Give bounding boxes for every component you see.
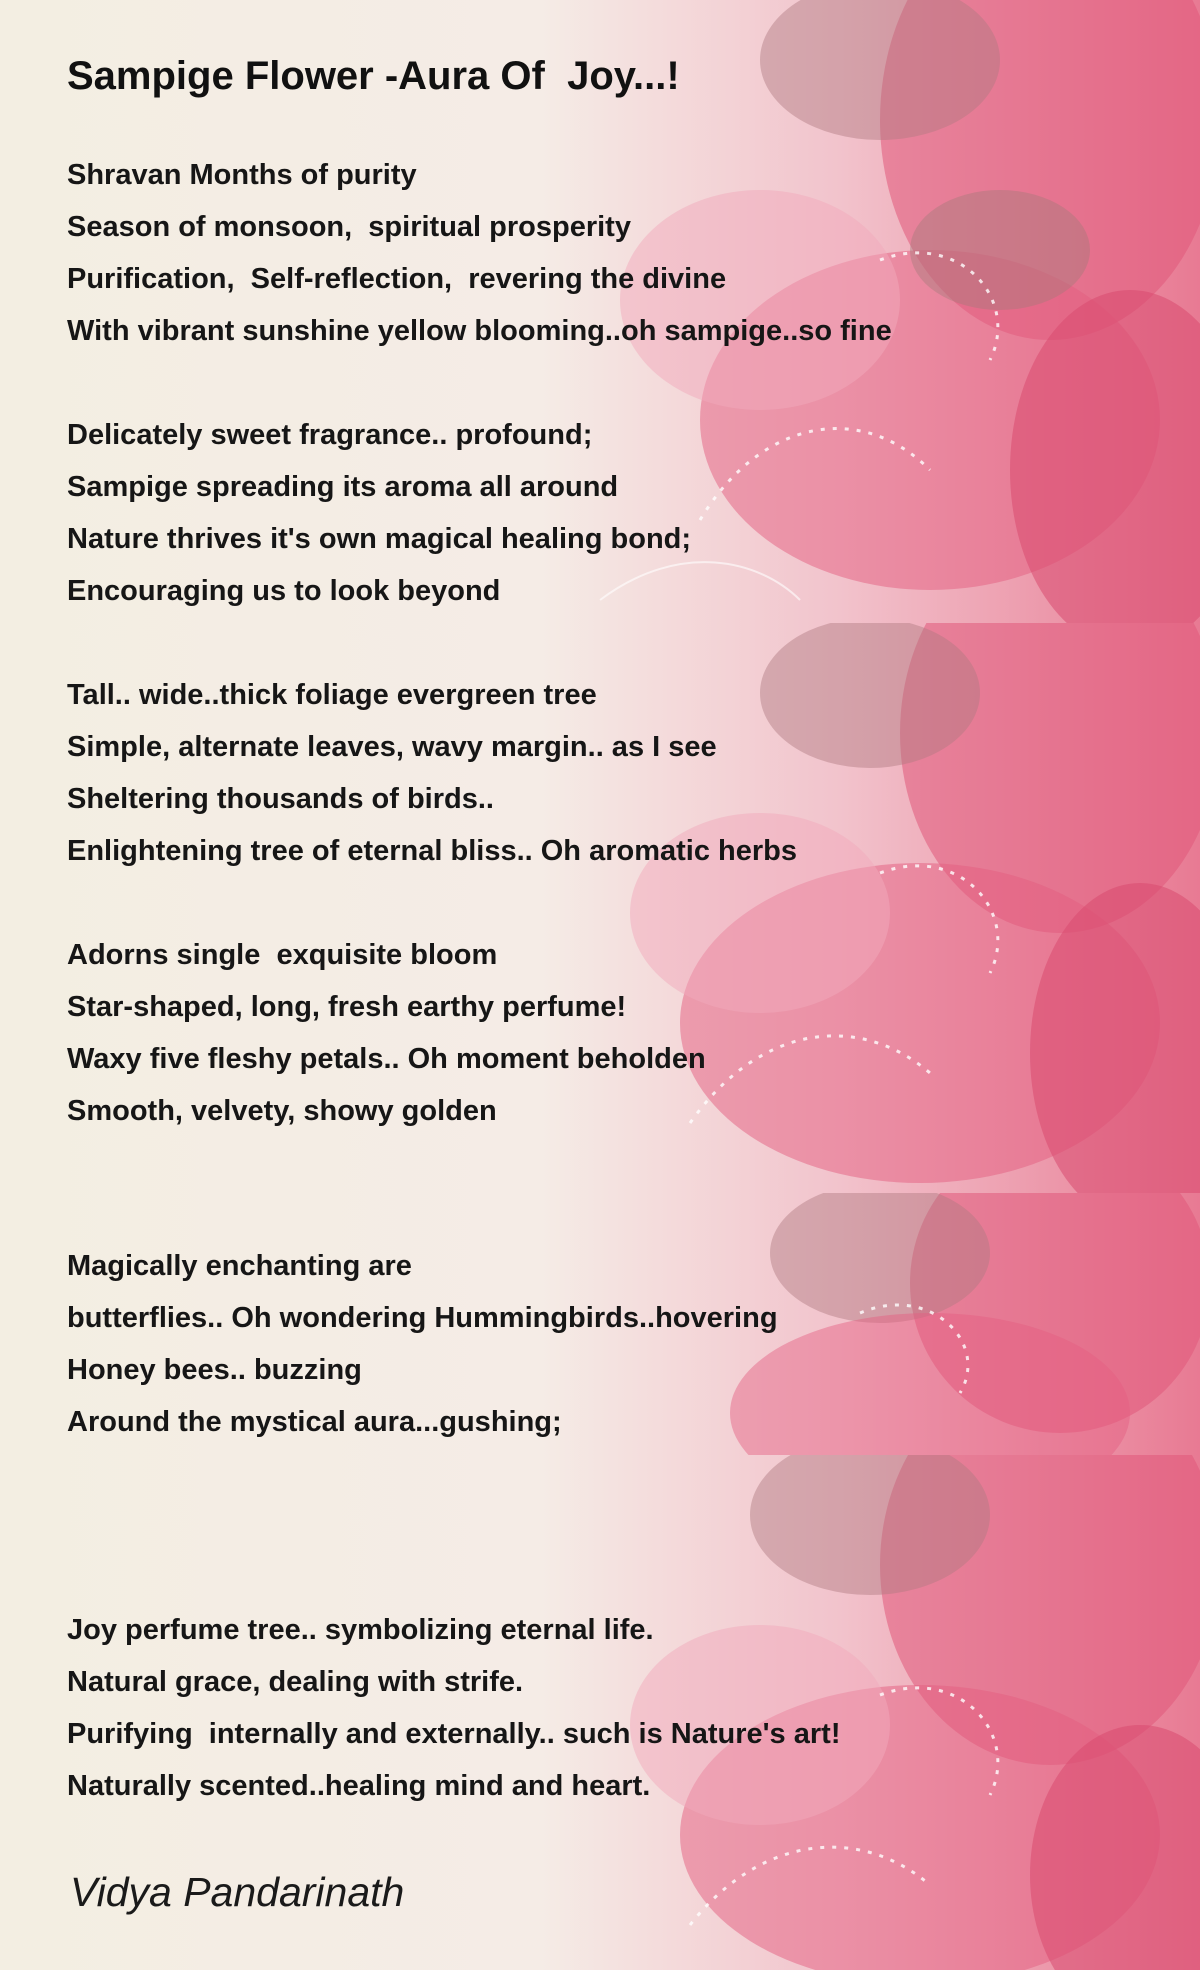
poem-line: Sampige spreading its aroma all around [67,471,619,503]
poem-line: Tall.. wide..thick foliage evergreen tree [67,679,597,711]
poem-line: butterflies.. Oh wondering Hummingbirds..hovering [67,1302,778,1334]
poem-line: Encouraging us to look beyond [67,575,501,607]
poem-line: Honey bees.. buzzing [67,1354,362,1386]
poem-line: Waxy five fleshy petals.. Oh moment beholden [67,1043,706,1075]
poem-line: Purifying internally and externally.. such is Nature's art! [67,1718,841,1750]
poem-line: Season of monsoon, spiritual prosperity [67,211,631,243]
poem-line: Smooth, velvety, showy golden [67,1095,497,1127]
poem-line: Natural grace, dealing with strife. [67,1666,524,1698]
poem-line: Around the mystical aura...gushing; [67,1406,562,1438]
poem-line: Adorns single exquisite bloom [67,939,498,971]
poem-line: With vibrant sunshine yellow blooming..oh sampige..so fine [67,315,892,347]
poem-line: Simple, alternate leaves, wavy margin.. as I see [67,731,717,763]
poem-line: Enlightening tree of eternal bliss.. Oh aromatic herbs [67,835,797,867]
poem-title: Sampige Flower -Aura Of Joy...! [67,54,680,98]
poem-line: Shravan Months of purity [67,159,417,191]
poem-line: Naturally scented..healing mind and heart. [67,1770,651,1802]
poem-line: Sheltering thousands of birds.. [67,783,494,815]
poem-line: Nature thrives it's own magical healing bond; [67,523,692,555]
poem-line: Joy perfume tree.. symbolizing eternal life. [67,1614,654,1646]
poem-line: Star-shaped, long, fresh earthy perfume! [67,991,627,1023]
poem-line: Delicately sweet fragrance.. profound; [67,419,593,451]
poem-line: Purification, Self-reflection, revering the divine [67,263,727,295]
poem-line: Magically enchanting are [67,1250,412,1282]
poem-author: Vidya Pandarinath [70,1869,405,1915]
